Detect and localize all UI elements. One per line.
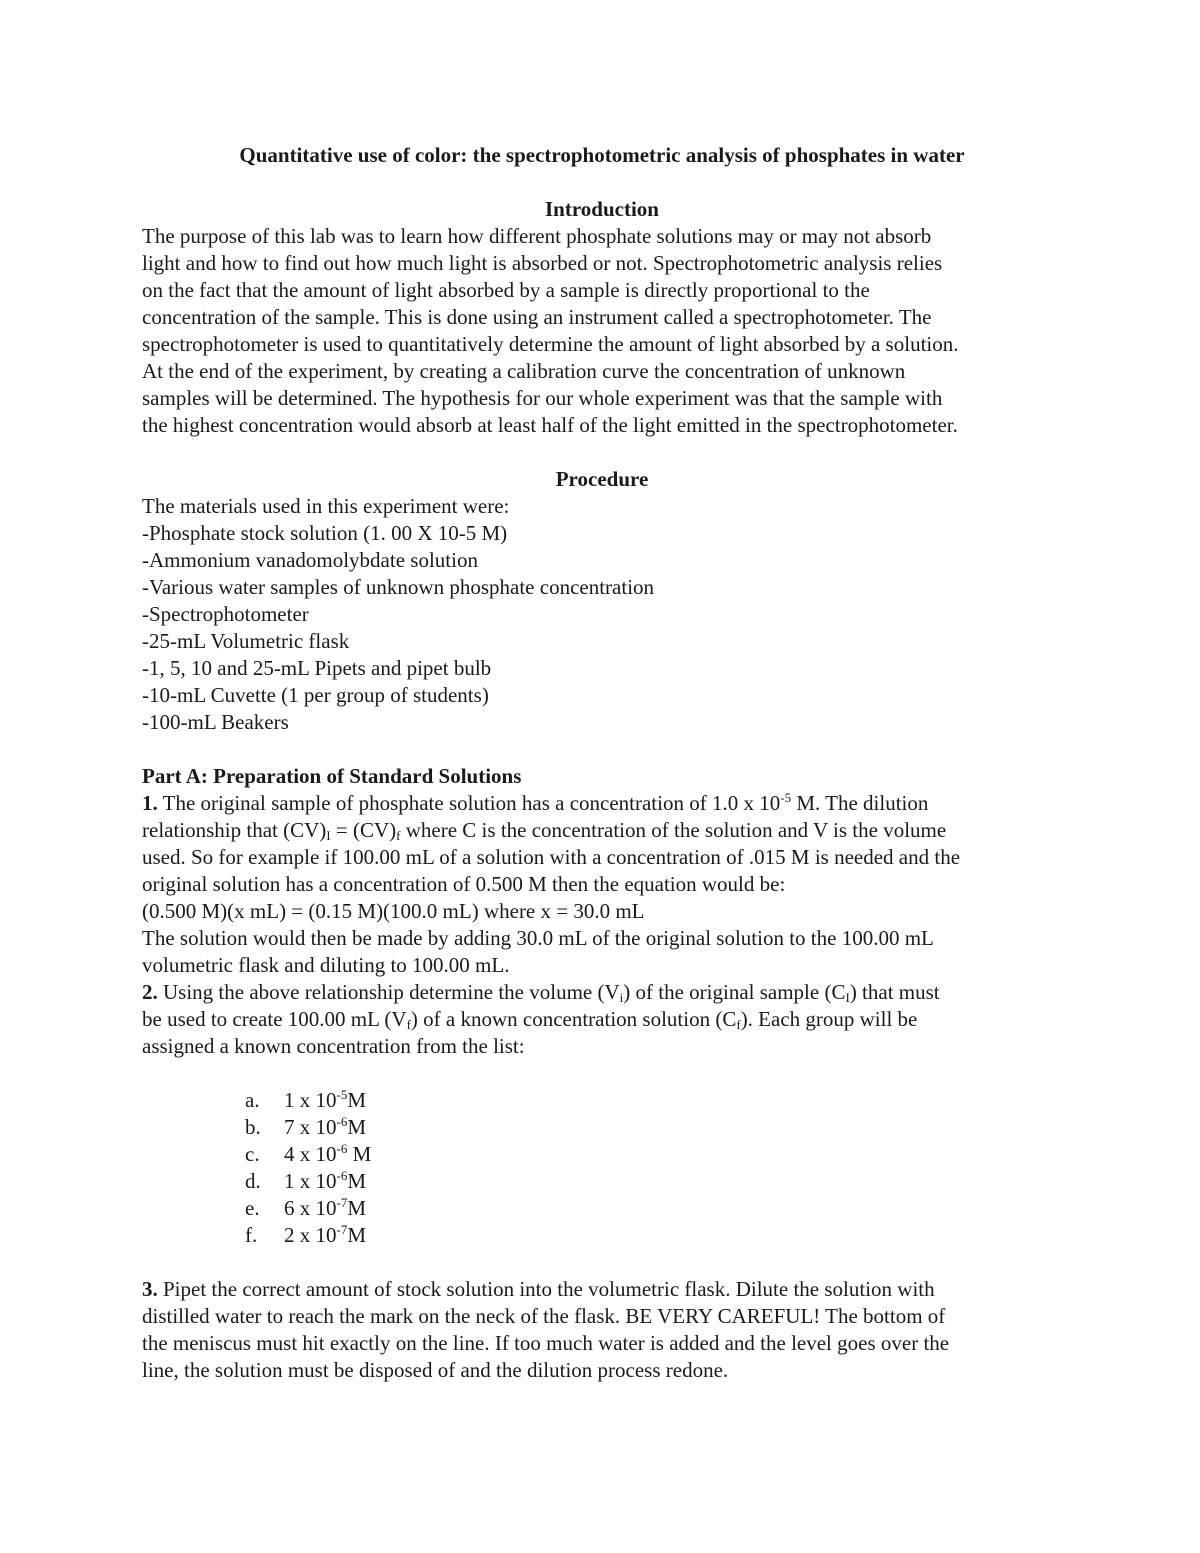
intro-line: concentration of the sample. This is done using an instrument called a spectrophotometer. The <box>142 305 932 329</box>
step-2: 2. Using the above relationship determine the volume $(V_i)$ of the original sample $(C_I)$ that must be used to create 100.00 mL $(V_f)$ of a known concentration solution $(C_f)$. Each group will be assigned a known concentration from the list: <box>142 980 940 1058</box>
material-item: -Ammonium vanadomolybdate solution <box>142 548 478 572</box>
intro-line: the highest concentration would absorb at least half of the light emitted in the spectrophotometer. <box>142 413 958 437</box>
materials-intro: The materials used in this experiment were: <box>142 494 510 518</box>
concentration-item: d. 1 x $10^{-6}M$ <box>245 1168 367 1193</box>
document-title: Quantitative use of color: the spectrophotometric analysis of phosphates in water <box>239 143 965 167</box>
dilution-equation: (0.500 M)(x mL) = (0.15 M)(100.0 mL) where x = 30.0 mL <box>142 899 645 923</box>
material-item: -Spectrophotometer <box>142 602 309 626</box>
intro-line: The purpose of this lab was to learn how different phosphate solutions may or may not absorb <box>142 224 932 248</box>
part-a-heading: Part A: Preparation of Standard Solutions <box>142 764 522 788</box>
intro-line: spectrophotometer is used to quantitatively determine the amount of light absorbed by a solution. <box>142 332 959 356</box>
material-item: -1, 5, 10 and 25-mL Pipets and pipet bulb <box>142 656 492 680</box>
materials-list <box>142 493 1062 736</box>
material-item: -25-mL Volumetric flask <box>142 629 350 653</box>
concentration-item: e. 6 x $10^{-7}M$ <box>245 1195 367 1220</box>
concentration-item: f. 2 x $10^{-7}M$ <box>245 1222 367 1247</box>
concentration-item: a. 1 x $10^{-5}M$ <box>245 1087 367 1112</box>
introduction-heading: Introduction <box>545 197 659 221</box>
step-3: 3. Pipet the correct amount of stock solution into the volumetric flask. Dilute the solution with distilled water to reach the mark on the neck of the flask. BE VERY CAREFUL! The bottom of the meniscus must hit exactly on the line. If too much water is added and the level goes over the line, the solution must be disposed of and the dilution process redone. <box>142 1277 950 1382</box>
procedure-heading: Procedure <box>555 467 649 491</box>
concentration-item: c. 4 x $10^{-6}$ M <box>245 1141 372 1166</box>
material-item: -Various water samples of unknown phosphate concentration <box>142 575 655 599</box>
introduction-paragraph <box>142 223 1062 439</box>
material-item: -100-mL Beakers <box>142 710 289 734</box>
step-1: 1. The original sample of phosphate solution has a concentration of 1.0 x $10^{-5}$ M. The dilution relationship that $(CV)_I = (CV)_f$ where C is the concentration of the solution and V is the volume used. So for example if 100.00 mL of a solution with a concentration of .015 M is needed and the original solution has a concentration of 0.500 M then the equation would be: (0.500 M)(x mL) = (0.15 M)(100.0 mL) where x = 30.0 mL The solution would then be made by adding 30.0 mL of the original solution to the 100.00 mL volumetric flask and diluting to 100.00 mL. <box>142 790 1062 979</box>
step-number: 3. <box>142 1277 158 1301</box>
document-body <box>142 142 1062 1384</box>
intro-line: on the fact that the amount of light absorbed by a sample is directly proportional to the <box>142 278 870 302</box>
step-number: 2. <box>142 980 158 1004</box>
material-item: -10-mL Cuvette (1 per group of students) <box>142 683 489 707</box>
intro-line: samples will be determined. The hypothesis for our whole experiment was that the sample with <box>142 386 943 410</box>
concentration-list <box>142 1087 1062 1249</box>
intro-line: light and how to find out how much light is absorbed or not. Spectrophotometric analysis relies <box>142 251 943 275</box>
step-number: 1. <box>142 791 158 815</box>
intro-line: At the end of the experiment, by creating a calibration curve the concentration of unknown <box>142 359 906 383</box>
concentration-item: b. 7 x $10^{-6}M$ <box>245 1114 367 1139</box>
material-item: -Phosphate stock solution (1. 00 X 10-5 M) <box>142 521 508 545</box>
